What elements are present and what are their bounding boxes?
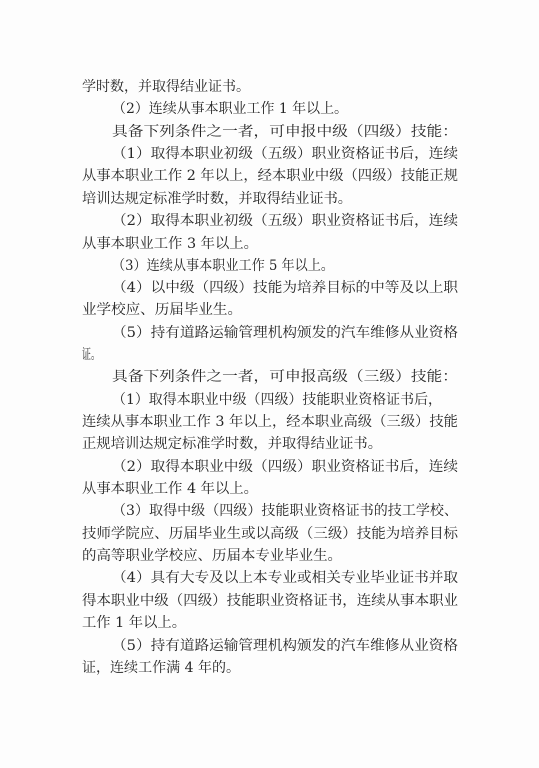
text-line-content: （2）取得本职业中级（四级）职业资格证书后，连续 <box>112 459 458 475</box>
text-line <box>0 478 539 500</box>
text-line-content: 从事本职业工作 4 年以上。 <box>82 481 258 497</box>
text-line-content: 具备下列条件之一者，可申报中级（四级）技能： <box>112 124 458 140</box>
text-line <box>0 366 539 388</box>
text-line-content: （1）取得本职业初级（五级）职业资格证书后，连续 <box>112 146 458 162</box>
text-line <box>0 143 539 165</box>
text-line <box>0 545 539 567</box>
text-line <box>0 344 539 366</box>
text-line-content: （4）具有大专及以上本专业或相关专业毕业证书并取 <box>112 570 458 586</box>
text-line <box>0 567 539 589</box>
text-line-content: （3）连续从事本职业工作 5 年以上。 <box>112 258 334 274</box>
text-line-content: 证。 <box>82 347 100 363</box>
text-line-content: 学时数，并取得结业证书。 <box>82 79 250 95</box>
text-line <box>0 612 539 634</box>
text-line <box>0 188 539 210</box>
text-line-content: 培训达规定标准学时数，并取得结业证书。 <box>82 191 352 207</box>
text-line-content: （1）取得本职业中级（四级）技能职业资格证书后， <box>112 392 442 408</box>
text-line <box>0 255 539 277</box>
text-line-content: 从事本职业工作 2 年以上，经本职业中级（四级）技能正规 <box>82 168 458 184</box>
text-line-content: （2）取得本职业初级（五级）职业资格证书后，连续 <box>112 213 458 229</box>
text-line <box>0 322 539 344</box>
text-line <box>0 299 539 321</box>
text-line-content: （3）取得中级（四级）技能职业资格证书的技工学校、 <box>112 503 459 519</box>
text-line <box>0 277 539 299</box>
text-line <box>0 121 539 143</box>
text-line-content: 正规培训达规定标准学时数，并取得结业证书。 <box>82 436 382 452</box>
text-line-content: 业学校应、历届毕业生。 <box>82 302 242 318</box>
text-line <box>0 523 539 545</box>
text-line-content: 从事本职业工作 3 年以上。 <box>82 236 258 252</box>
text-line <box>0 210 539 232</box>
text-line <box>0 76 539 98</box>
text-line <box>0 456 539 478</box>
text-line <box>0 433 539 455</box>
text-line <box>0 98 539 120</box>
text-line-content: 具备下列条件之一者，可申报高级（三级）技能： <box>112 369 458 385</box>
text-line-content: 连续从事本职业工作 3 年以上，经本职业高级（三级）技能 <box>82 414 458 430</box>
text-line-content: （5）持有道路运输管理机构颁发的汽车维修从业资格 <box>112 638 458 654</box>
text-line-content: 技师学院应、历届毕业生或以高级（三级）技能为培养目标 <box>82 526 459 542</box>
text-line-content: （2）连续从事本职业工作 1 年以上。 <box>112 101 348 117</box>
text-line <box>0 635 539 657</box>
text-line <box>0 233 539 255</box>
text-line <box>0 657 539 679</box>
text-line-content: 工作 1 年以上。 <box>82 615 186 631</box>
text-line <box>0 500 539 522</box>
text-line <box>0 389 539 411</box>
text-line <box>0 411 539 433</box>
text-line-content: （5）持有道路运输管理机构颁发的汽车维修从业资格 <box>112 325 458 341</box>
text-line-content: 证，连续工作满 4 年的。 <box>82 660 240 676</box>
text-line-content: 得本职业中级（四级）技能职业资格证书，连续从事本职业 <box>82 593 459 609</box>
text-line <box>0 165 539 187</box>
text-line-content: 的高等职业学校应、历届本专业毕业生。 <box>82 548 342 564</box>
text-line-content: （4）以中级（四级）技能为培养目标的中等及以上职 <box>112 280 458 296</box>
text-line <box>0 590 539 612</box>
